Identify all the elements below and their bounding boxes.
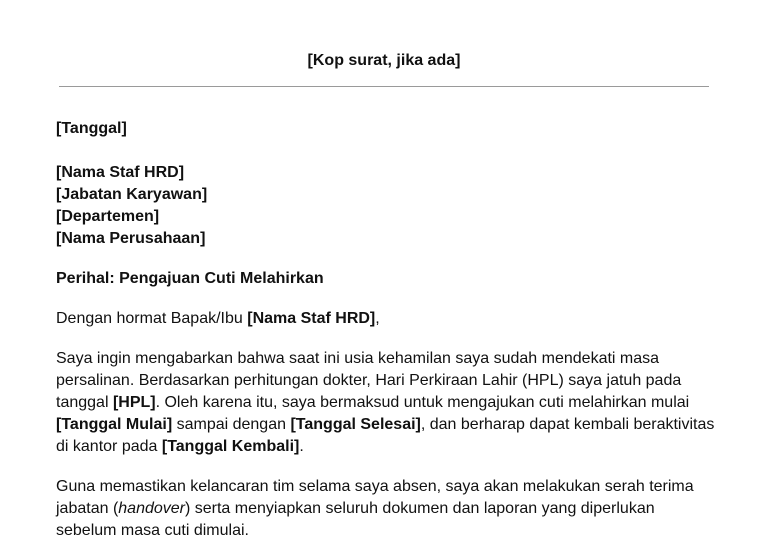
letter-greeting [56, 308, 716, 330]
letterhead-placeholder: [Kop surat, jika ada] [307, 52, 461, 69]
paragraph-handover [56, 476, 716, 542]
paragraph-maternity-request [56, 348, 716, 458]
greeting-name: [Nama Staf HRD] [247, 310, 376, 327]
recipient-company: [Nama Perusahaan] [56, 230, 206, 247]
p2-text-1: Guna memastikan kelancaran tim selama saya absen, saya akan melakukan serah terima jabatan ( [56, 478, 694, 517]
handover-term: handover [118, 500, 185, 517]
start-date-placeholder: [Tanggal Mulai] [56, 416, 173, 433]
p1-text-1: Saya ingin mengabarkan bahwa saat ini usia kehamilan saya sudah mendekati masa persalinan. Berdasarkan perhitungan dokter, Hari Perkiraan Lahir (HPL) saya jatuh pada tanggal [56, 350, 682, 411]
greeting-suffix: , [375, 310, 380, 327]
recipient-department: [Departemen] [56, 208, 160, 225]
p1-text-2: . Oleh karena itu, saya bermaksud untuk mengajukan cuti melahirkan mulai [155, 394, 690, 411]
p1-text-3: sampai dengan [172, 416, 291, 433]
return-date-placeholder: [Tanggal Kembali] [161, 438, 300, 455]
hpl-placeholder: [HPL] [112, 394, 156, 411]
p1-text-5: . [299, 438, 304, 455]
end-date-placeholder: [Tanggal Selesai] [290, 416, 421, 433]
letter-subject: Perihal: Pengajuan Cuti Melahirkan [56, 270, 324, 287]
greeting-prefix: Dengan hormat Bapak/Ibu [56, 310, 248, 327]
letterhead-divider [59, 86, 709, 87]
recipient-name: [Nama Staf HRD] [56, 164, 185, 181]
p1-text-4: , dan berharap dapat kembali beraktivitas di kantor pada [56, 416, 715, 455]
p2-text-2: ) serta menyiapkan seluruh dokumen dan laporan yang diperlukan sebelum masa cuti dimulai. [56, 500, 655, 539]
recipient-position: [Jabatan Karyawan] [56, 186, 208, 203]
recipient-block [56, 162, 716, 250]
letter-date: [Tanggal] [56, 120, 127, 137]
letter-body [56, 118, 716, 542]
